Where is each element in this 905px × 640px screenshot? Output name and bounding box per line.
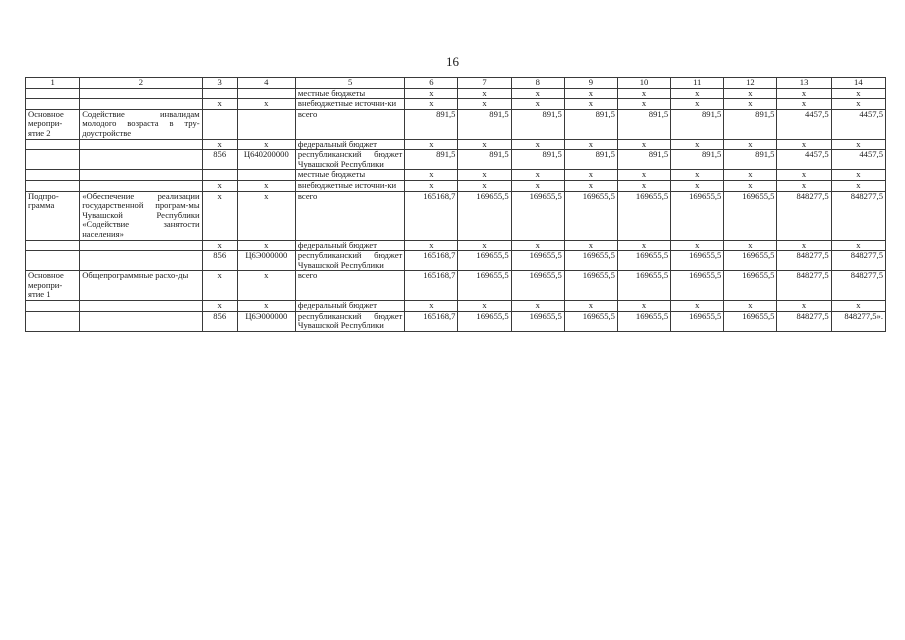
year-value-cell: x xyxy=(671,240,724,251)
grbs-code-cell: x xyxy=(202,139,237,150)
funding-source-cell: внебюджетные источни-ки xyxy=(295,99,404,110)
table-body xyxy=(26,88,886,331)
funding-source-cell: федеральный бюджет xyxy=(295,139,404,150)
year-value-cell: 169655,5 xyxy=(458,191,511,240)
target-article-cell xyxy=(237,109,295,139)
year-value-cell: 891,5 xyxy=(405,150,458,170)
year-value-cell: x xyxy=(831,139,885,150)
program-name-cell xyxy=(80,311,202,331)
year-value-cell: 165168,7 xyxy=(405,251,458,271)
header-cell: 2 xyxy=(80,78,202,89)
year-value-cell: 169655,5 xyxy=(724,191,777,240)
funding-source-cell: всего xyxy=(295,109,404,139)
year-value-cell: x xyxy=(564,88,617,99)
grbs-code-cell: 856 xyxy=(202,150,237,170)
year-value-cell: x xyxy=(405,180,458,191)
year-value-cell: x xyxy=(564,170,617,181)
year-value-cell: 169655,5 xyxy=(564,251,617,271)
year-value-cell: x xyxy=(511,180,564,191)
grbs-code-cell: x xyxy=(202,180,237,191)
header-cell: 13 xyxy=(777,78,831,89)
program-type-cell: Основное меропри-ятие 2 xyxy=(26,109,80,139)
year-value-cell: x xyxy=(777,139,831,150)
table-row xyxy=(26,170,886,181)
year-value-cell: 891,5 xyxy=(458,109,511,139)
year-value-cell: x xyxy=(724,88,777,99)
budget-table xyxy=(25,77,886,332)
year-value-cell: 891,5 xyxy=(511,150,564,170)
year-value-cell: 848277,5». xyxy=(831,311,885,331)
program-type-cell xyxy=(26,311,80,331)
year-value-cell: x xyxy=(724,99,777,110)
table-row xyxy=(26,240,886,251)
year-value-cell: x xyxy=(405,301,458,312)
year-value-cell: x xyxy=(671,170,724,181)
year-value-cell: x xyxy=(831,170,885,181)
year-value-cell: 169655,5 xyxy=(617,191,670,240)
program-type-cell: Подпро-грамма xyxy=(26,191,80,240)
year-value-cell: 891,5 xyxy=(511,109,564,139)
year-value-cell: x xyxy=(831,99,885,110)
program-name-cell xyxy=(80,251,202,271)
year-value-cell: 165168,7 xyxy=(405,271,458,301)
year-value-cell: 891,5 xyxy=(617,109,670,139)
target-article-cell xyxy=(237,88,295,99)
year-value-cell: x xyxy=(724,180,777,191)
year-value-cell: x xyxy=(777,240,831,251)
year-value-cell: x xyxy=(671,139,724,150)
table-row xyxy=(26,271,886,301)
year-value-cell: 169655,5 xyxy=(671,191,724,240)
year-value-cell: 169655,5 xyxy=(617,311,670,331)
year-value-cell: x xyxy=(724,139,777,150)
program-type-cell xyxy=(26,240,80,251)
year-value-cell: x xyxy=(777,88,831,99)
year-value-cell: x xyxy=(405,240,458,251)
funding-source-cell: местные бюджеты xyxy=(295,170,404,181)
year-value-cell: 169655,5 xyxy=(564,271,617,301)
year-value-cell: x xyxy=(511,240,564,251)
target-article-cell: Ц6Э000000 xyxy=(237,251,295,271)
table-header-row xyxy=(26,78,886,89)
year-value-cell: 848277,5 xyxy=(777,311,831,331)
year-value-cell: x xyxy=(511,301,564,312)
grbs-code-cell xyxy=(202,170,237,181)
year-value-cell: x xyxy=(777,301,831,312)
program-name-cell xyxy=(80,88,202,99)
year-value-cell: x xyxy=(405,99,458,110)
program-type-cell xyxy=(26,139,80,150)
year-value-cell: x xyxy=(511,170,564,181)
year-value-cell: x xyxy=(831,301,885,312)
grbs-code-cell: x xyxy=(202,240,237,251)
year-value-cell: x xyxy=(617,170,670,181)
year-value-cell: x xyxy=(671,180,724,191)
year-value-cell: x xyxy=(617,301,670,312)
header-cell: 11 xyxy=(671,78,724,89)
grbs-code-cell: 856 xyxy=(202,311,237,331)
funding-source-cell: всего xyxy=(295,191,404,240)
header-cell: 10 xyxy=(617,78,670,89)
table-row xyxy=(26,88,886,99)
header-cell: 1 xyxy=(26,78,80,89)
funding-source-cell: республиканский бюджет Чувашской Республики xyxy=(295,150,404,170)
year-value-cell: 169655,5 xyxy=(617,271,670,301)
program-type-cell xyxy=(26,301,80,312)
target-article-cell: Ц6Э000000 xyxy=(237,311,295,331)
year-value-cell: 891,5 xyxy=(617,150,670,170)
table-row xyxy=(26,109,886,139)
table-row xyxy=(26,191,886,240)
year-value-cell: x xyxy=(724,301,777,312)
program-name-cell: Общепрограммные расхо-ды xyxy=(80,271,202,301)
year-value-cell: 891,5 xyxy=(724,109,777,139)
funding-source-cell: федеральный бюджет xyxy=(295,240,404,251)
year-value-cell: 848277,5 xyxy=(831,191,885,240)
year-value-cell: 169655,5 xyxy=(511,251,564,271)
year-value-cell: x xyxy=(831,240,885,251)
target-article-cell xyxy=(237,170,295,181)
year-value-cell: x xyxy=(564,139,617,150)
year-value-cell: x xyxy=(777,99,831,110)
target-article-cell: x xyxy=(237,191,295,240)
year-value-cell: x xyxy=(831,88,885,99)
header-cell: 6 xyxy=(405,78,458,89)
year-value-cell: x xyxy=(671,88,724,99)
year-value-cell: 169655,5 xyxy=(458,251,511,271)
year-value-cell: x xyxy=(511,88,564,99)
year-value-cell: 4457,5 xyxy=(831,109,885,139)
year-value-cell: 891,5 xyxy=(405,109,458,139)
table-row xyxy=(26,150,886,170)
page-number: 16 xyxy=(446,54,459,69)
header-cell: 7 xyxy=(458,78,511,89)
grbs-code-cell: 856 xyxy=(202,251,237,271)
header-cell: 8 xyxy=(511,78,564,89)
program-type-cell xyxy=(26,88,80,99)
program-name-cell xyxy=(80,99,202,110)
year-value-cell: 169655,5 xyxy=(564,311,617,331)
target-article-cell: x xyxy=(237,271,295,301)
year-value-cell: 169655,5 xyxy=(724,311,777,331)
year-value-cell: x xyxy=(458,88,511,99)
target-article-cell: x xyxy=(237,99,295,110)
header-cell: 5 xyxy=(295,78,404,89)
year-value-cell: 891,5 xyxy=(671,150,724,170)
funding-source-cell: федеральный бюджет xyxy=(295,301,404,312)
year-value-cell: 169655,5 xyxy=(671,251,724,271)
year-value-cell: 848277,5 xyxy=(831,251,885,271)
funding-source-cell: внебюджетные источни-ки xyxy=(295,180,404,191)
year-value-cell: 848277,5 xyxy=(777,191,831,240)
funding-source-cell: местные бюджеты xyxy=(295,88,404,99)
year-value-cell: 848277,5 xyxy=(831,271,885,301)
header-cell: 9 xyxy=(564,78,617,89)
program-name-cell xyxy=(80,139,202,150)
funding-source-cell: республиканский бюджет Чувашской Республики xyxy=(295,311,404,331)
year-value-cell: x xyxy=(458,170,511,181)
year-value-cell: x xyxy=(405,170,458,181)
year-value-cell: x xyxy=(617,139,670,150)
table-row xyxy=(26,251,886,271)
year-value-cell: 169655,5 xyxy=(617,251,670,271)
year-value-cell: 4457,5 xyxy=(777,109,831,139)
year-value-cell: x xyxy=(724,240,777,251)
program-name-cell xyxy=(80,240,202,251)
year-value-cell: x xyxy=(671,99,724,110)
program-type-cell xyxy=(26,150,80,170)
year-value-cell: x xyxy=(564,180,617,191)
year-value-cell: 891,5 xyxy=(564,150,617,170)
year-value-cell: x xyxy=(564,240,617,251)
target-article-cell: x xyxy=(237,301,295,312)
table-row xyxy=(26,311,886,331)
year-value-cell: x xyxy=(564,99,617,110)
year-value-cell: x xyxy=(617,180,670,191)
year-value-cell: 848277,5 xyxy=(777,271,831,301)
year-value-cell: 169655,5 xyxy=(458,271,511,301)
program-name-cell xyxy=(80,170,202,181)
year-value-cell: 169655,5 xyxy=(724,251,777,271)
year-value-cell: 169655,5 xyxy=(671,311,724,331)
program-type-cell xyxy=(26,170,80,181)
program-type-cell: Основное меропри-ятие 1 xyxy=(26,271,80,301)
year-value-cell: x xyxy=(458,139,511,150)
year-value-cell: 169655,5 xyxy=(511,311,564,331)
year-value-cell: 169655,5 xyxy=(564,191,617,240)
grbs-code-cell: x xyxy=(202,99,237,110)
year-value-cell: 169655,5 xyxy=(511,271,564,301)
funding-source-cell: республиканский бюджет Чувашской Республики xyxy=(295,251,404,271)
year-value-cell: 169655,5 xyxy=(511,191,564,240)
year-value-cell: x xyxy=(511,139,564,150)
year-value-cell: x xyxy=(458,99,511,110)
year-value-cell: 165168,7 xyxy=(405,191,458,240)
program-name-cell xyxy=(80,150,202,170)
year-value-cell: x xyxy=(671,301,724,312)
program-name-cell: Содействие инвалидам молодого возраста в тру-доустройстве xyxy=(80,109,202,139)
grbs-code-cell: x xyxy=(202,191,237,240)
year-value-cell: 848277,5 xyxy=(777,251,831,271)
year-value-cell: x xyxy=(458,180,511,191)
target-article-cell: x xyxy=(237,240,295,251)
grbs-code-cell xyxy=(202,109,237,139)
header-cell: 12 xyxy=(724,78,777,89)
year-value-cell: x xyxy=(511,99,564,110)
year-value-cell: x xyxy=(831,180,885,191)
year-value-cell: x xyxy=(405,88,458,99)
year-value-cell: x xyxy=(724,170,777,181)
year-value-cell: 169655,5 xyxy=(671,271,724,301)
table-row xyxy=(26,180,886,191)
year-value-cell: 891,5 xyxy=(458,150,511,170)
header-cell: 14 xyxy=(831,78,885,89)
year-value-cell: 165168,7 xyxy=(405,311,458,331)
program-name-cell: «Обеспечение реализации государственной програм-мы Чувашской Республики «Содействие занятости населения» xyxy=(80,191,202,240)
table-row xyxy=(26,301,886,312)
year-value-cell: x xyxy=(458,240,511,251)
grbs-code-cell: x xyxy=(202,301,237,312)
funding-source-cell: всего xyxy=(295,271,404,301)
program-type-cell xyxy=(26,99,80,110)
year-value-cell: x xyxy=(458,301,511,312)
target-article-cell: Ц640200000 xyxy=(237,150,295,170)
grbs-code-cell: x xyxy=(202,271,237,301)
year-value-cell: x xyxy=(405,139,458,150)
program-name-cell xyxy=(80,301,202,312)
year-value-cell: x xyxy=(617,240,670,251)
year-value-cell: x xyxy=(564,301,617,312)
year-value-cell: 4457,5 xyxy=(777,150,831,170)
target-article-cell: x xyxy=(237,180,295,191)
year-value-cell: 891,5 xyxy=(671,109,724,139)
year-value-cell: x xyxy=(617,88,670,99)
year-value-cell: x xyxy=(777,170,831,181)
year-value-cell: 169655,5 xyxy=(458,311,511,331)
year-value-cell: 891,5 xyxy=(724,150,777,170)
year-value-cell: 4457,5 xyxy=(831,150,885,170)
table-row xyxy=(26,139,886,150)
target-article-cell: x xyxy=(237,139,295,150)
program-type-cell xyxy=(26,180,80,191)
table-row xyxy=(26,99,886,110)
header-cell: 3 xyxy=(202,78,237,89)
year-value-cell: x xyxy=(617,99,670,110)
year-value-cell: 169655,5 xyxy=(724,271,777,301)
year-value-cell: 891,5 xyxy=(564,109,617,139)
header-cell: 4 xyxy=(237,78,295,89)
program-type-cell xyxy=(26,251,80,271)
program-name-cell xyxy=(80,180,202,191)
grbs-code-cell xyxy=(202,88,237,99)
year-value-cell: x xyxy=(777,180,831,191)
